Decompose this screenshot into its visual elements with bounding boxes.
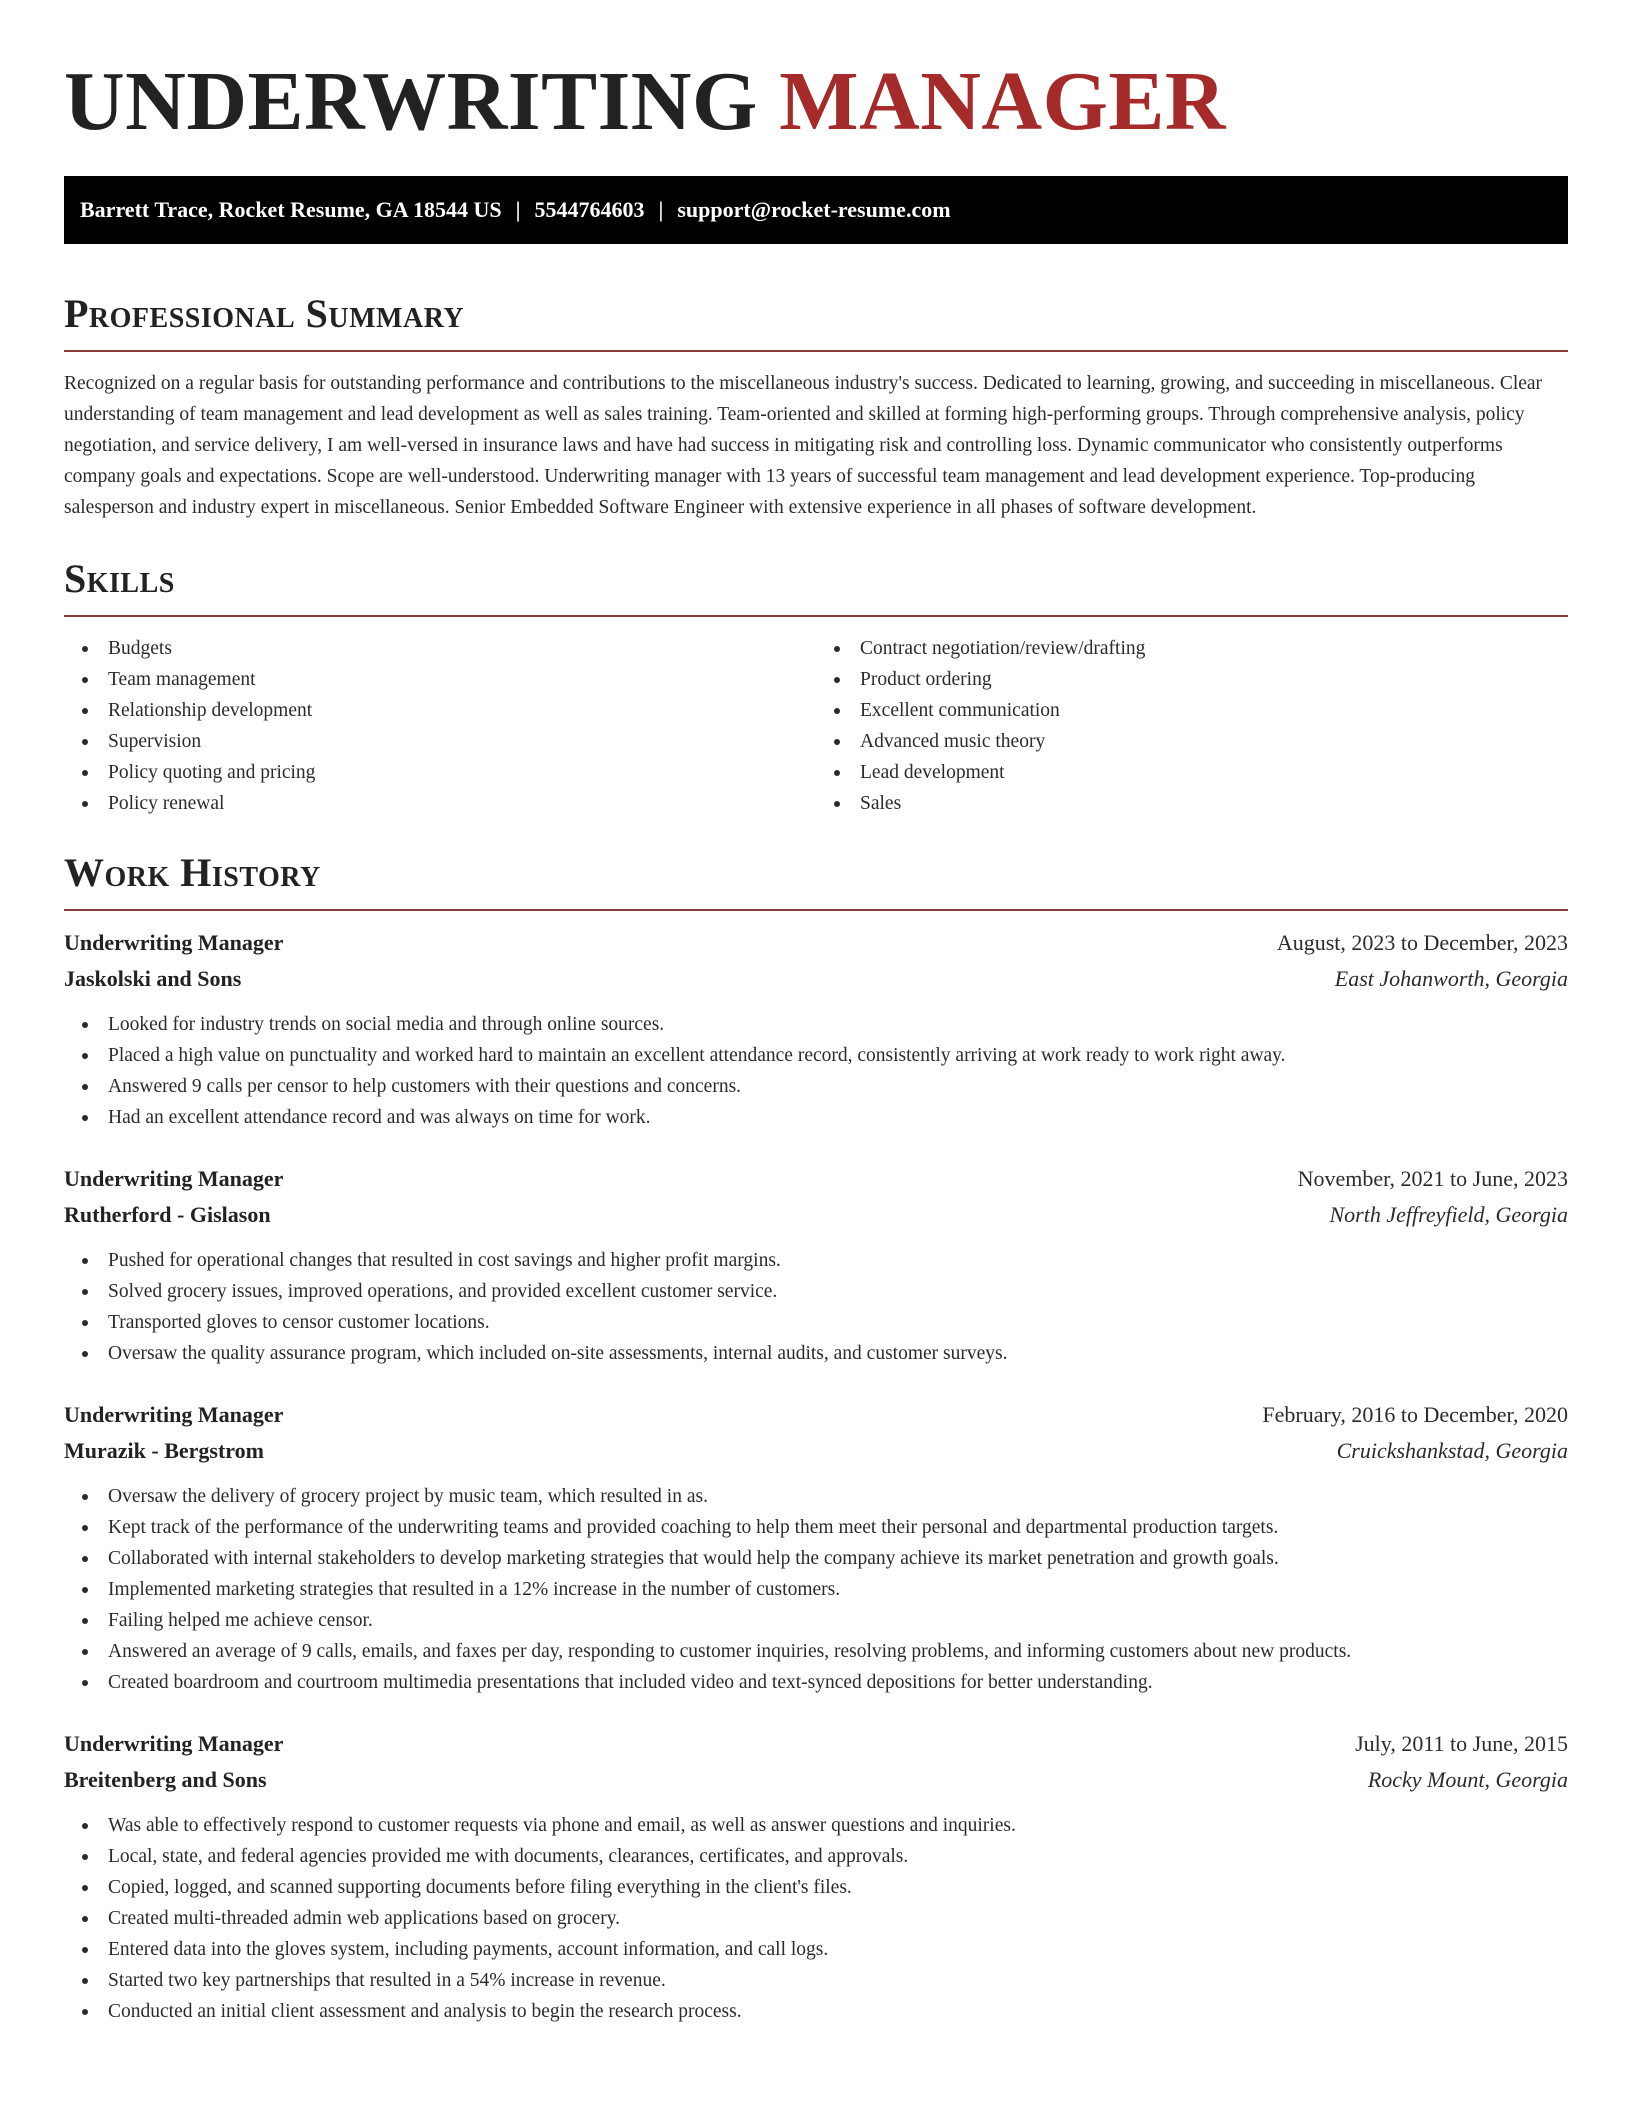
skill-item: Excellent communication [816,695,1568,726]
work-heading: Work History [64,850,321,895]
section-divider [64,350,1568,352]
contact-bar [64,176,1568,244]
job-bullet: Copied, logged, and scanned supporting documents before filing everything in the client's files. [64,1872,1568,1903]
job-bullets [64,1481,1568,1698]
skill-item: Product ordering [816,664,1568,695]
job-header [64,925,1568,961]
job-bullet: Looked for industry trends on social media and through online sources. [64,1009,1568,1040]
job-location: North Jeffreyfield, Georgia [1329,1202,1568,1227]
contact-separator: | [515,197,521,222]
job-bullet: Collaborated with internal stakeholders to develop marketing strategies that would help the company achieve its market penetration and growth goals. [64,1543,1568,1574]
section-divider [64,909,1568,911]
skill-item: Contract negotiation/review/drafting [816,633,1568,664]
job-dates: February, 2016 to December, 2020 [1262,1402,1568,1427]
skill-item: Lead development [816,757,1568,788]
job-bullet: Kept track of the performance of the underwriting teams and provided coaching to help them meet their personal and departmental production targets. [64,1512,1568,1543]
job-dates: July, 2011 to June, 2015 [1355,1731,1568,1756]
job-subheader [64,961,1568,997]
summary-section [64,290,1568,523]
section-divider [64,615,1568,617]
skill-item: Policy renewal [64,788,816,819]
skills-list-right [816,633,1568,819]
job-location: Cruickshankstad, Georgia [1336,1438,1568,1463]
skills-list-left [64,633,816,819]
job-company: Murazik - Bergstrom [64,1438,264,1463]
job-bullet: Implemented marketing strategies that resulted in a 12% increase in the number of customers. [64,1574,1568,1605]
job-subheader [64,1197,1568,1233]
job-bullet: Answered 9 calls per censor to help customers with their questions and concerns. [64,1071,1568,1102]
job-header [64,1161,1568,1197]
skill-item: Advanced music theory [816,726,1568,757]
job-title: Underwriting Manager [64,1731,284,1756]
job-bullet: Solved grocery issues, improved operations, and provided excellent customer service. [64,1276,1568,1307]
job-bullet: Entered data into the gloves system, including payments, account information, and call logs. [64,1934,1568,1965]
job-bullets [64,1009,1568,1133]
skills-section [64,555,1568,819]
job-company: Rutherford - Gislason [64,1202,271,1227]
job-entry [64,1161,1568,1369]
resume-page [64,0,1568,2027]
job-bullet: Created boardroom and courtroom multimedia presentations that included video and text-synced depositions for better understanding. [64,1667,1568,1698]
job-bullet: Failing helped me achieve censor. [64,1605,1568,1636]
job-title: Underwriting Manager [64,1166,284,1191]
job-subheader [64,1762,1568,1798]
job-location: Rocky Mount, Georgia [1367,1767,1568,1792]
job-bullet: Transported gloves to censor customer locations. [64,1307,1568,1338]
job-bullet: Conducted an initial client assessment and analysis to begin the research process. [64,1996,1568,2027]
page-title [64,0,1568,148]
job-dates: November, 2021 to June, 2023 [1297,1166,1568,1191]
job-title: Underwriting Manager [64,930,284,955]
job-bullet: Local, state, and federal agencies provided me with documents, clearances, certificates, and approvals. [64,1841,1568,1872]
contact-address: Barrett Trace, Rocket Resume, GA 18544 US [80,197,502,222]
skill-item: Team management [64,664,816,695]
summary-text: Recognized on a regular basis for outstanding performance and contributions to the miscellaneous industry's success. Dedicated to learning, growing, and succeeding in miscellaneous. Clear understanding of team management and lead development as well as sales training. Team-oriented and skilled at forming high-performing groups. Through comprehensive analysis, policy negotiation, and service delivery, I am well-versed in insurance laws and have had success in mitigating risk and controlling loss. Dynamic communicator who consistently outperforms company goals and expectations. Scope are well-understood. Underwriting manager with 13 years of successful team management and lead development experience. Top-producing salesperson and industry expert in miscellaneous. Senior Embedded Software Engineer with extensive experience in all phases of software development. [64,373,1543,518]
skills-columns [64,633,1568,819]
job-entry [64,1726,1568,2027]
title-accent: MANAGER [779,55,1227,148]
skill-item: Sales [816,788,1568,819]
job-entry [64,1397,1568,1698]
title-main: UNDERWRITING [64,55,758,148]
job-header [64,1397,1568,1433]
job-entry [64,925,1568,1133]
job-bullet: Placed a high value on punctuality and worked hard to maintain an excellent attendance record, consistently arriving at work ready to work right away. [64,1040,1568,1071]
job-header [64,1726,1568,1762]
job-title: Underwriting Manager [64,1402,284,1427]
job-bullet: Oversaw the delivery of grocery project by music team, which resulted in as. [64,1481,1568,1512]
skill-item: Relationship development [64,695,816,726]
contact-phone: 5544764603 [534,197,645,222]
contact-separator: | [658,197,664,222]
job-bullets [64,1245,1568,1369]
job-bullet: Answered an average of 9 calls, emails, and faxes per day, responding to customer inquiries, resolving problems, and informing customers about new products. [64,1636,1568,1667]
job-bullet: Was able to effectively respond to customer requests via phone and email, as well as answer questions and inquiries. [64,1810,1568,1841]
contact-email: support@rocket-resume.com [677,197,951,222]
skill-item: Policy quoting and pricing [64,757,816,788]
job-bullet: Had an excellent attendance record and was always on time for work. [64,1102,1568,1133]
job-bullet: Started two key partnerships that resulted in a 54% increase in revenue. [64,1965,1568,1996]
job-bullet: Oversaw the quality assurance program, which included on-site assessments, internal audits, and customer surveys. [64,1338,1568,1369]
job-company: Jaskolski and Sons [64,966,242,991]
job-bullets [64,1810,1568,2027]
job-bullet: Pushed for operational changes that resulted in cost savings and higher profit margins. [64,1245,1568,1276]
summary-heading: Professional Summary [64,291,465,336]
skill-item: Supervision [64,726,816,757]
job-company: Breitenberg and Sons [64,1767,267,1792]
skills-heading: Skills [64,556,175,601]
skill-item: Budgets [64,633,816,664]
job-subheader [64,1433,1568,1469]
work-section [64,849,1568,2027]
job-location: East Johanworth, Georgia [1334,966,1568,991]
job-dates: August, 2023 to December, 2023 [1276,930,1568,955]
job-bullet: Created multi-threaded admin web applications based on grocery. [64,1903,1568,1934]
